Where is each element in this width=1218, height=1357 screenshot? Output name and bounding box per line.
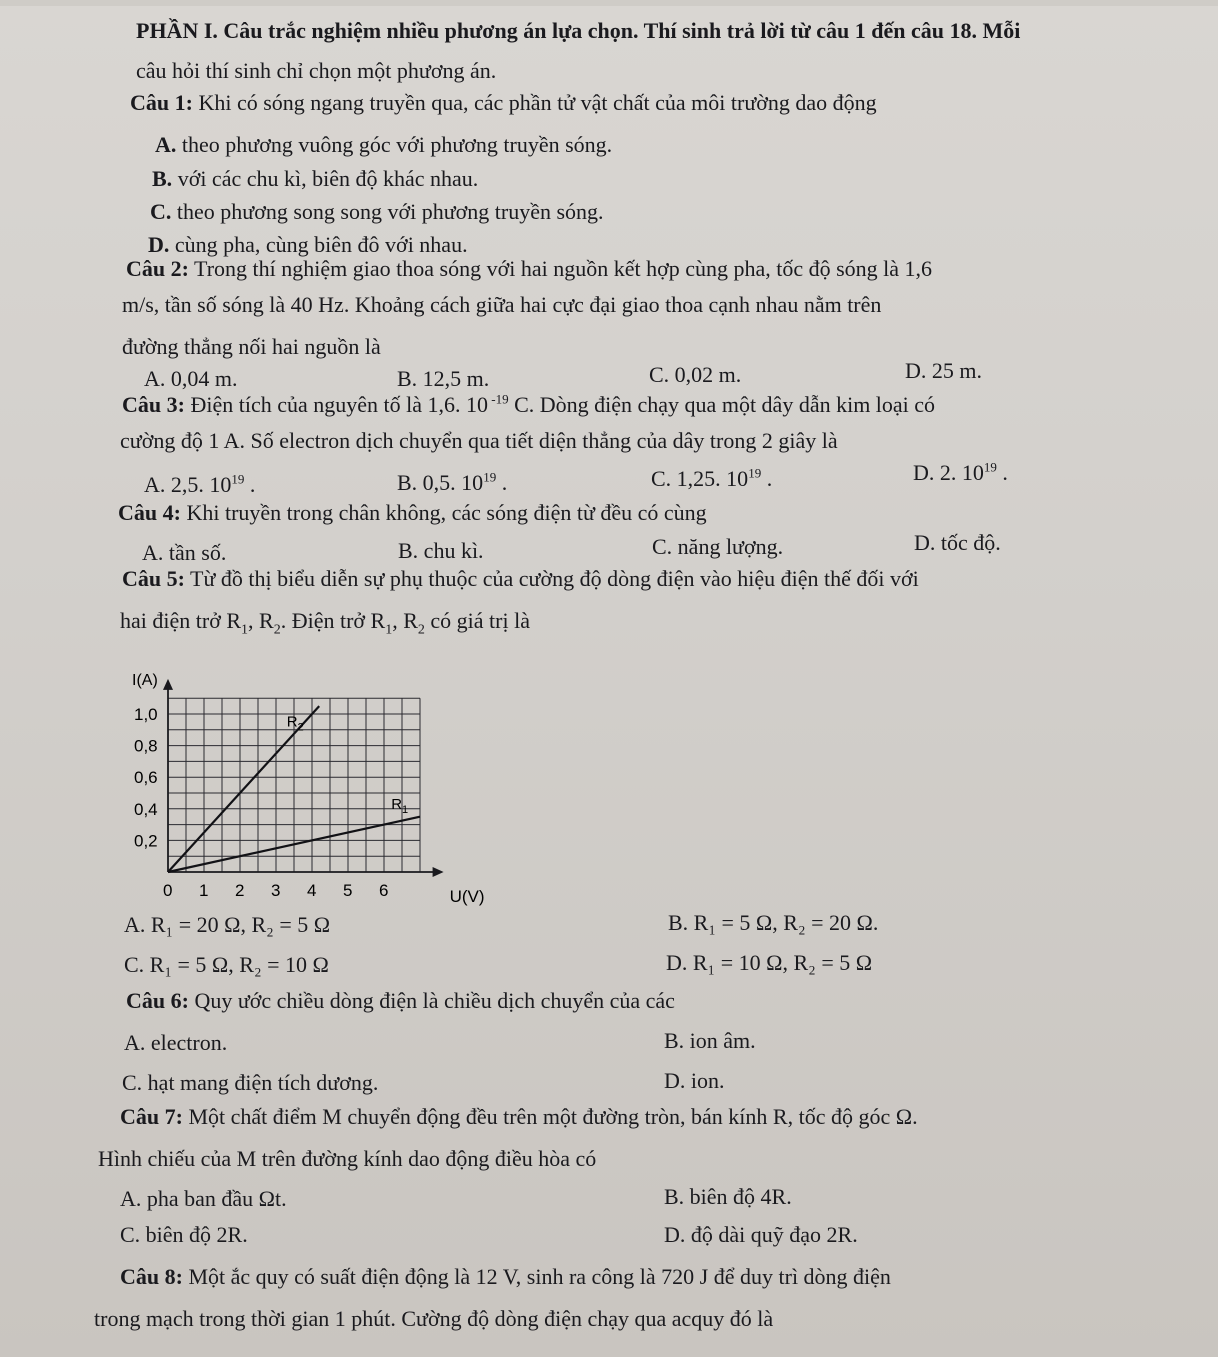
q5-text-2d: , R <box>392 608 418 633</box>
y-axis-title: I(A) <box>132 671 158 689</box>
q2-option-b[interactable]: B. 12,5 m. <box>397 366 490 391</box>
q2-label: Câu 2: <box>126 256 189 281</box>
q4-option-d[interactable]: D. tốc độ. <box>914 530 1001 555</box>
q3-text-1b: C. Dòng điện chạy qua một dây dẫn kim loại có <box>508 392 936 417</box>
q6-option-b[interactable]: B. ion âm. <box>664 1028 756 1053</box>
q4-option-a[interactable]: A. tần số. <box>142 540 227 565</box>
q1-option-c[interactable] <box>150 199 604 225</box>
q2-option-d[interactable]: D. 25 m. <box>905 358 982 383</box>
q4-text: Khi truyền trong chân không, các sóng điện từ đều có cùng <box>180 500 707 525</box>
x-axis-arrow <box>433 867 444 877</box>
q3-label: Câu 3: <box>122 392 185 417</box>
q5-sub-1a: 1 <box>241 622 248 638</box>
section-header-line-1 <box>136 18 1020 44</box>
q7-stem-1 <box>120 1104 918 1130</box>
iv-graph <box>120 640 485 906</box>
q2-option-a[interactable]: A. 0,04 m. <box>144 366 238 391</box>
q1-option-a[interactable] <box>155 132 612 158</box>
q2-text-1: Trong thí nghiệm giao thoa sóng với hai nguồn kết hợp cùng pha, tốc độ sóng là 1,6 <box>188 256 933 281</box>
q3-a-text: A. 2,5. 10 <box>144 472 232 497</box>
q4-option-c[interactable]: C. năng lượng. <box>652 534 784 559</box>
y-tick-label: 0,4 <box>134 799 158 819</box>
q6-text: Quy ước chiều dòng điện là chiều dịch chuyển của các <box>188 988 675 1013</box>
q7-option-c[interactable]: C. biên độ 2R. <box>120 1222 248 1247</box>
q4-stem <box>118 500 707 526</box>
q5-option-b[interactable]: B. R₁ = 5 Ω, R₂ = 20 Ω. <box>668 910 879 935</box>
q8-stem-1 <box>120 1264 891 1290</box>
q1-option-b[interactable] <box>152 166 478 192</box>
q3-b-text: B. 0,5. 10 <box>397 470 484 495</box>
x-tick-label: 6 <box>379 881 389 900</box>
q5-text-2b: , R <box>248 608 274 633</box>
series-label-letter: R <box>391 795 403 813</box>
graph-labels <box>132 672 485 906</box>
q7-option-d[interactable]: D. độ dài quỹ đạo 2R. <box>664 1222 858 1247</box>
x-tick-label: 4 <box>307 881 317 900</box>
q1-c-label: C. <box>150 199 172 224</box>
x-tick-label: 1 <box>199 881 209 900</box>
q7-label: Câu 7: <box>120 1104 183 1129</box>
q3-c-text: C. 1,25. 10 <box>651 466 749 491</box>
q5-option-c[interactable]: C. R₁ = 5 Ω, R₂ = 10 Ω <box>124 952 329 977</box>
q6-stem <box>126 988 675 1014</box>
q1-stem <box>130 90 877 116</box>
y-tick-label: 1,0 <box>134 705 158 724</box>
q5-sub-2b: 2 <box>417 622 425 638</box>
q5-stem-2 <box>120 608 530 638</box>
q5-option-d[interactable]: D. R₁ = 10 Ω, R₂ = 5 Ω <box>666 950 873 975</box>
q5-sub-1b: 1 <box>385 622 393 638</box>
q1-a-text: theo phương vuông góc với phương truyền sóng. <box>176 132 613 157</box>
q5-option-a[interactable]: A. R₁ = 20 Ω, R₂ = 5 Ω <box>124 912 331 937</box>
q3-a-exp: 19 <box>231 471 245 487</box>
q5-text-2e: có giá trị là <box>424 608 530 633</box>
q8-stem-2: trong mạch trong thời gian 1 phút. Cường độ dòng điện chạy qua acquy đó là <box>94 1306 774 1331</box>
q3-text-1a: Điện tích của nguyên tố là 1,6. 10 <box>184 392 488 417</box>
q6-option-d[interactable]: D. ion. <box>664 1068 725 1093</box>
q5-text-2c: . Điện trở R <box>280 608 386 633</box>
q1-c-text: theo phương song song với phương truyền sóng. <box>171 199 604 224</box>
series-line-r2 <box>168 706 319 872</box>
q5-stem-1 <box>122 566 919 592</box>
series-label-r1 <box>391 796 408 816</box>
instruction-text-2: câu hỏi thí sinh chỉ chọn một phương án. <box>136 58 497 83</box>
q3-charge-exponent: -19 <box>488 391 509 407</box>
q2-stem-1 <box>126 256 932 282</box>
x-axis-title: U(V) <box>449 887 485 906</box>
q7-option-b[interactable]: B. biên độ 4R. <box>664 1184 792 1209</box>
series-label-r2 <box>287 714 304 734</box>
q2-stem-3: đường thẳng nối hai nguồn là <box>122 334 381 359</box>
q5-text-1: Từ đồ thị biểu diễn sự phụ thuộc của cường độ dòng điện vào hiệu điện thế đối với <box>184 566 919 591</box>
q3-option-c[interactable]: C. 1,25. $10^{19}$ . <box>651 465 773 491</box>
q3-option-d[interactable]: D. 2. $10^{19}$ . <box>913 459 1008 485</box>
q5-label: Câu 5: <box>122 566 185 591</box>
q4-label: Câu 4: <box>118 500 181 525</box>
q1-d-text: cùng pha, cùng biên đô với nhau. <box>169 232 468 257</box>
q1-label: Câu 1: <box>130 90 193 115</box>
q3-d-exp: 19 <box>983 459 997 475</box>
series-label-letter: R <box>286 713 298 731</box>
series-label-subscript: 2 <box>297 721 304 734</box>
q3-stem-2: cường độ 1 A. Số electron dịch chuyển qua tiết diện thẳng của dây trong 2 giây là <box>120 428 838 453</box>
q2-option-c[interactable]: C. 0,02 m. <box>649 362 742 387</box>
x-tick-label: 5 <box>343 881 353 900</box>
q6-option-c[interactable]: C. hạt mang điện tích dương. <box>122 1070 379 1095</box>
q5-sub-2a: 2 <box>273 622 281 638</box>
q1-text: Khi có sóng ngang truyền qua, các phần tử vật chất của môi trường dao động <box>192 90 877 115</box>
q3-c-exp: 19 <box>748 465 762 481</box>
q3-stem-1 <box>122 392 935 418</box>
page-top-edge <box>0 0 1218 6</box>
q3-b-exp: 19 <box>483 469 497 485</box>
q8-label: Câu 8: <box>120 1264 183 1289</box>
instruction-text-1: Câu trắc nghiệm nhiều phương án lựa chọn. Thí sinh trả lời từ câu 1 đến câu 18. Mỗi <box>217 18 1021 43</box>
q8-text-1: Một ắc quy có suất điện động là 12 V, sinh ra công là 720 J để duy trì dòng điện <box>182 1264 891 1289</box>
x-tick-label: 2 <box>235 881 245 900</box>
q3-d-text: D. 2. 10 <box>913 460 984 485</box>
y-axis-arrow <box>163 679 173 690</box>
q6-label: Câu 6: <box>126 988 189 1013</box>
series-label-subscript: 1 <box>402 803 409 816</box>
q1-option-d[interactable] <box>148 232 468 258</box>
y-tick-label: 0,2 <box>134 831 158 851</box>
q3-option-a[interactable]: A. 2,5. $10^{19}$ . <box>144 471 256 497</box>
y-tick-label: 0,6 <box>134 768 158 788</box>
q7-stem-2: Hình chiếu của M trên đường kính dao động điều hòa có <box>98 1146 597 1171</box>
q5-text-2a: hai điện trở R <box>120 608 241 633</box>
q7-option-a[interactable]: A. pha ban đầu Ωt. <box>120 1186 287 1211</box>
q6-option-a[interactable]: A. electron. <box>124 1030 228 1055</box>
q1-d-label: D. <box>148 232 170 257</box>
q7-text-1: Một chất điểm M chuyển động đều trên một đường tròn, bán kính R, tốc độ góc Ω. <box>182 1104 918 1129</box>
y-tick-label: 0,8 <box>134 736 158 756</box>
x-tick-label: 0 <box>163 881 173 900</box>
q1-b-text: với các chu kì, biên độ khác nhau. <box>172 166 479 191</box>
q2-stem-2: m/s, tần số sóng là 40 Hz. Khoảng cách giữa hai cực đại giao thoa cạnh nhau nằm trên <box>122 292 882 317</box>
q4-option-b[interactable]: B. chu kì. <box>398 538 484 563</box>
x-tick-label: 3 <box>271 881 281 900</box>
part-label: PHẦN I. <box>136 18 218 43</box>
q1-b-label: B. <box>152 166 173 191</box>
q3-option-b[interactable]: B. 0,5. $10^{19}$ . <box>397 469 508 495</box>
q1-a-label: A. <box>155 132 177 157</box>
